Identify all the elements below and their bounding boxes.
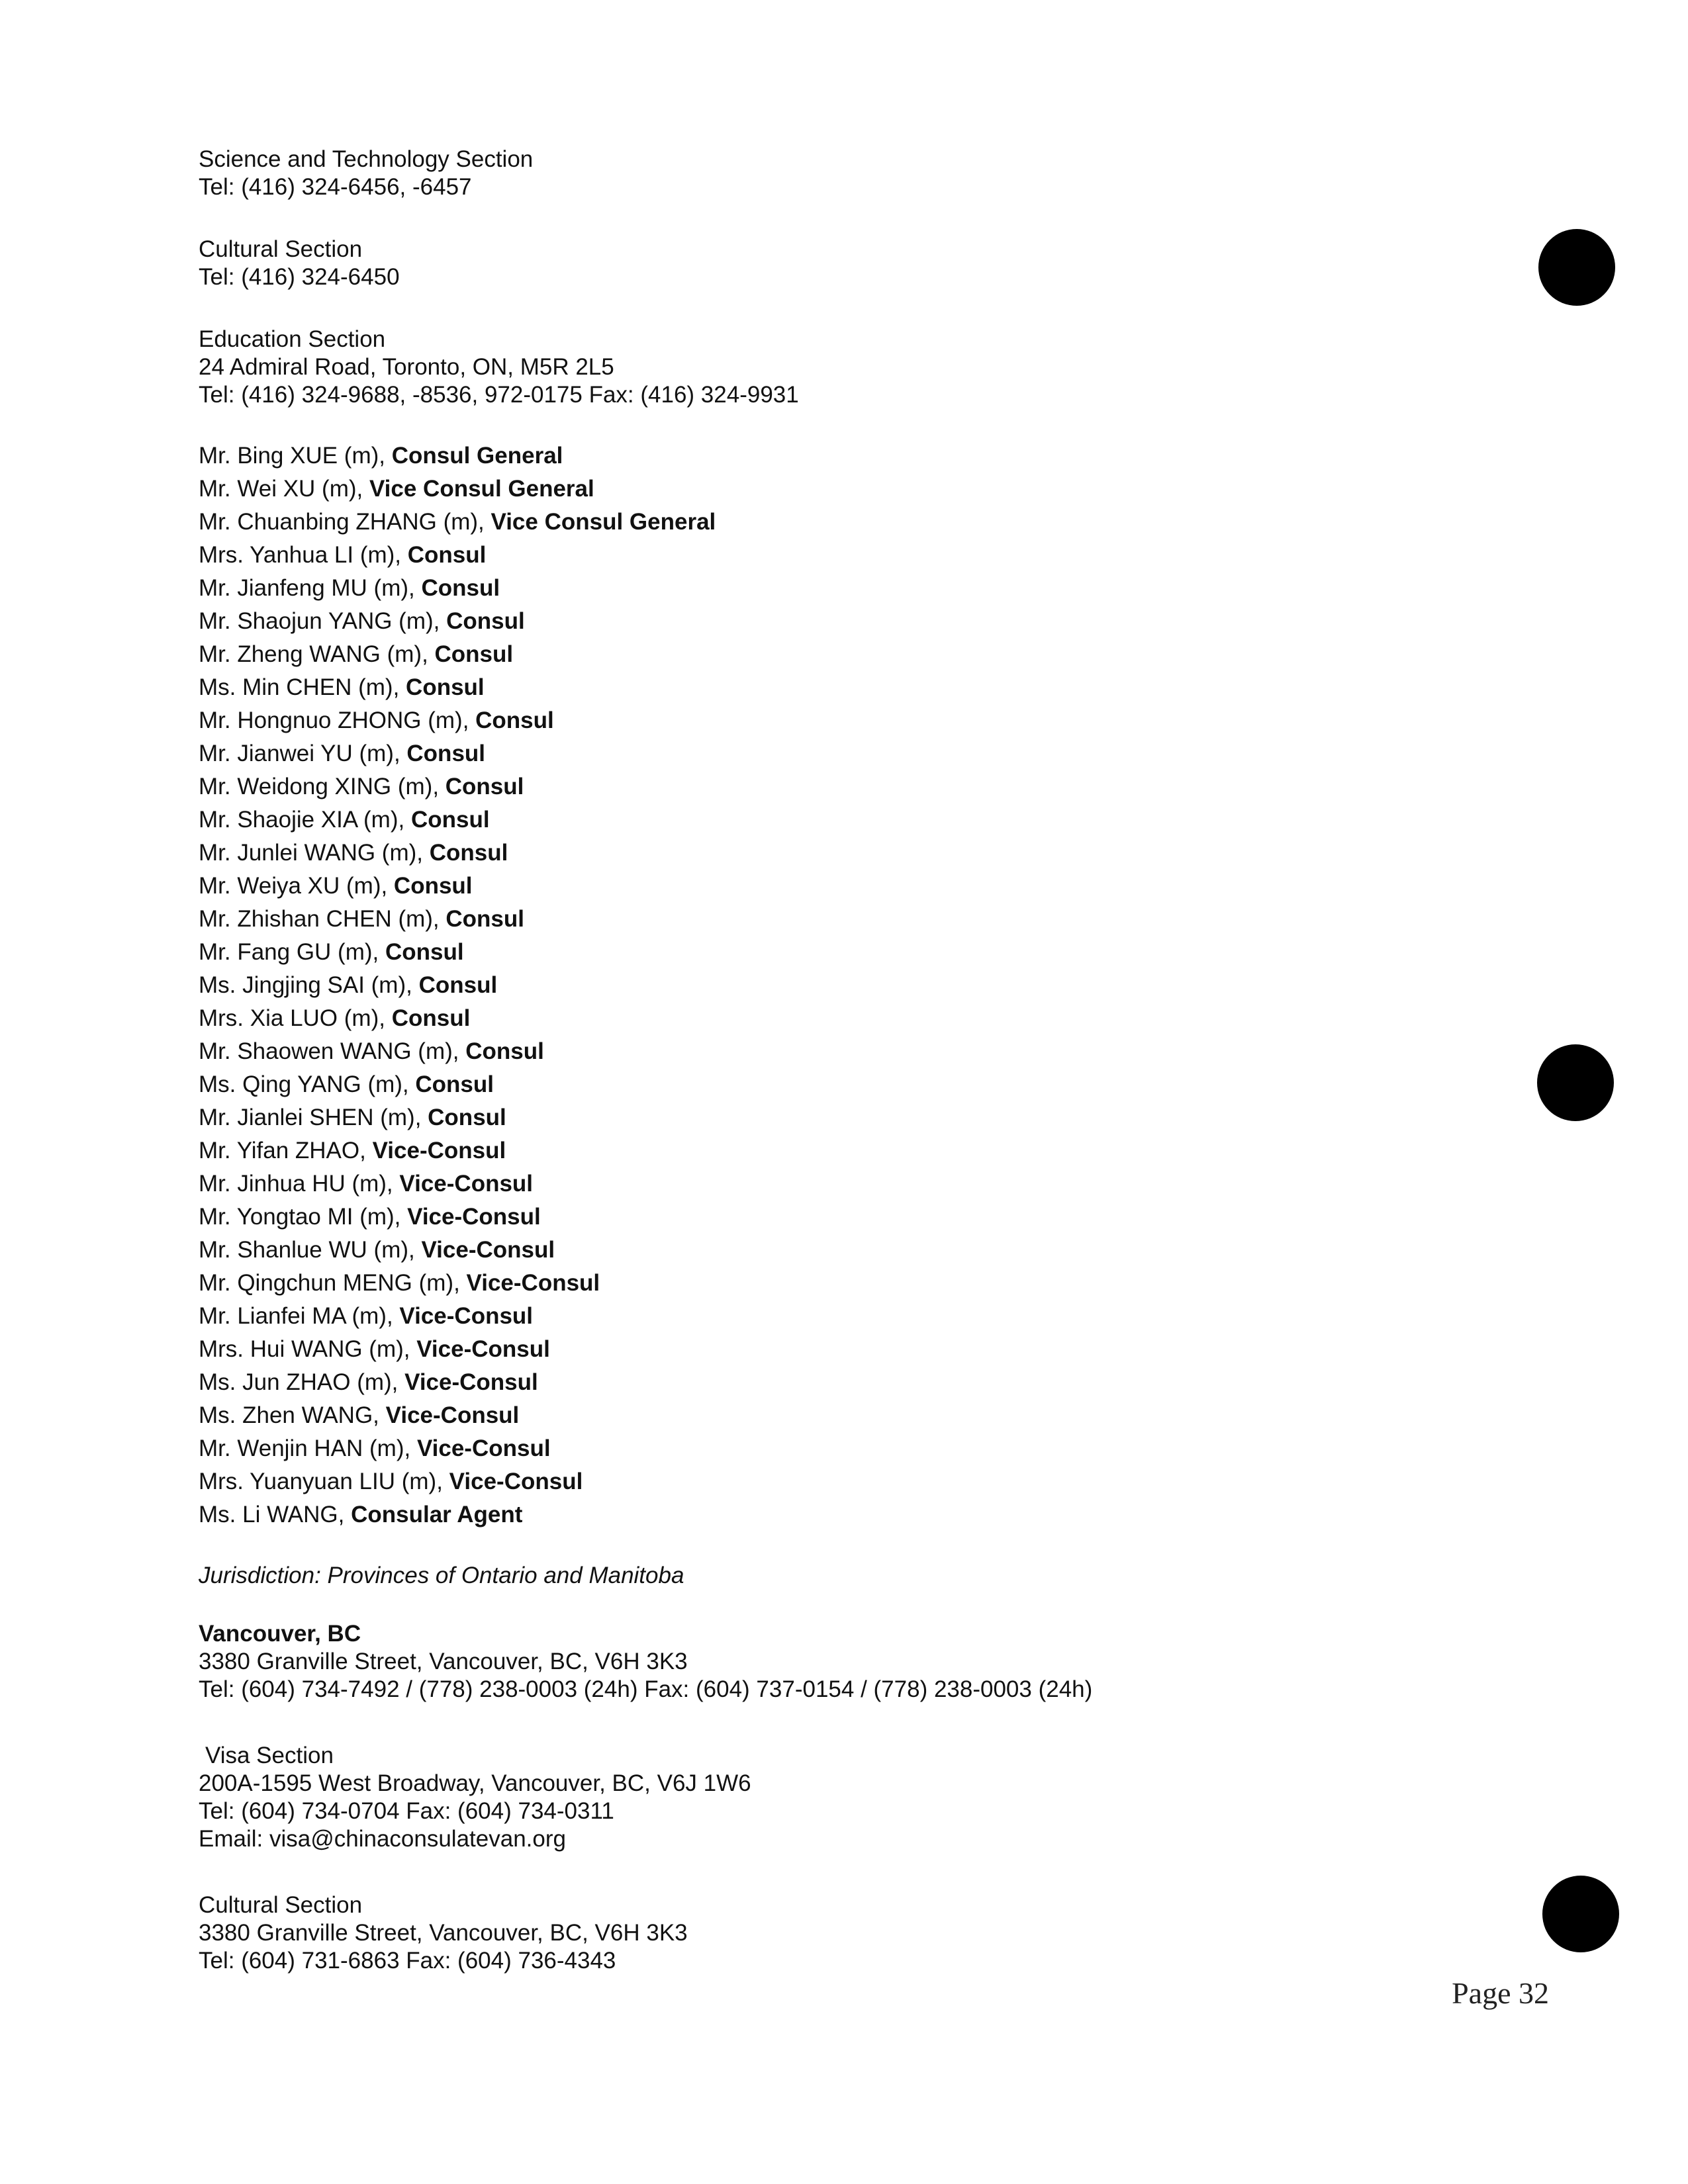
staff-row: [199, 903, 1456, 936]
page-number: Page 32: [1452, 1976, 1549, 2010]
section-line: Tel: (416) 324-6450: [199, 264, 400, 290]
staff-title: Consul: [434, 641, 514, 667]
staff-row: [199, 1035, 1456, 1068]
staff-row: [199, 837, 1456, 870]
staff-title: Vice-Consul: [372, 1138, 506, 1163]
staff-title: Vice-Consul: [421, 1237, 555, 1263]
staff-row: [199, 1333, 1456, 1366]
staff-row: [199, 1134, 1456, 1167]
staff-title: Consul: [475, 707, 554, 733]
staff-name: Mr. Yifan ZHAO,: [199, 1138, 373, 1163]
staff-row: [199, 605, 1456, 638]
section-science-technology: [199, 146, 1456, 201]
binder-hole-bottom: [1542, 1876, 1619, 1952]
phone-line: Tel: (604) 734-0704 Fax: (604) 734-0311: [199, 1798, 614, 1824]
staff-name: Mr. Yongtao MI (m),: [199, 1204, 408, 1230]
staff-row: [199, 1366, 1456, 1399]
section-education: [199, 326, 1456, 409]
staff-name: Mr. Shaojie XIA (m),: [199, 807, 411, 833]
staff-title: Vice-Consul: [449, 1469, 583, 1494]
staff-title: Consul: [465, 1038, 544, 1064]
staff-title: Consul General: [391, 443, 563, 469]
staff-row: [199, 704, 1456, 737]
staff-row: [199, 969, 1456, 1002]
staff-row: [199, 1068, 1456, 1101]
staff-row: [199, 1498, 1456, 1531]
staff-name: Mr. Shanlue WU (m),: [199, 1237, 422, 1263]
staff-name: Ms. Jingjing SAI (m),: [199, 972, 419, 998]
staff-title: Vice-Consul: [404, 1369, 538, 1395]
section-heading: Cultural Section: [199, 1892, 363, 1918]
staff-name: Mr. Zheng WANG (m),: [199, 641, 435, 667]
staff-name: Ms. Li WANG,: [199, 1502, 352, 1527]
section-cultural-vancouver: [199, 1891, 1456, 1975]
staff-title: Consul: [445, 906, 524, 932]
staff-title: Vice-Consul: [385, 1402, 520, 1428]
staff-row: [199, 1234, 1456, 1267]
address-line: 3380 Granville Street, Vancouver, BC, V6H 3K3: [199, 1920, 688, 1946]
staff-title: Consul: [406, 741, 486, 766]
staff-title: Consul: [393, 873, 473, 899]
staff-row: [199, 870, 1456, 903]
staff-title: Vice-Consul: [466, 1270, 600, 1296]
staff-title: Consul: [385, 939, 464, 965]
staff-name: Mrs. Yanhua LI (m),: [199, 542, 408, 568]
staff-row: [199, 803, 1456, 837]
binder-hole-top: [1538, 229, 1615, 306]
staff-name: Mr. Shaowen WANG (m),: [199, 1038, 466, 1064]
section-line: 24 Admiral Road, Toronto, ON, M5R 2L5: [199, 354, 614, 380]
staff-row: [199, 638, 1456, 671]
staff-title: Consul: [415, 1071, 494, 1097]
staff-name: Mr. Jinhua HU (m),: [199, 1171, 400, 1197]
section-heading: Visa Section: [205, 1743, 334, 1768]
staff-row: [199, 506, 1456, 539]
section-cultural-toronto: [199, 236, 1456, 291]
staff-title: Consul: [428, 1105, 506, 1130]
staff-title: Vice Consul General: [491, 509, 716, 535]
staff-row: [199, 1167, 1456, 1201]
staff-title: Consul: [410, 807, 490, 833]
staff-list: [199, 439, 1456, 1531]
staff-title: Consul: [421, 575, 500, 601]
email-line: Email: visa@chinaconsulatevan.org: [199, 1826, 566, 1852]
staff-name: Mr. Qingchun MENG (m),: [199, 1270, 467, 1296]
section-heading: Education Section: [199, 326, 386, 352]
staff-title: Vice-Consul: [399, 1303, 534, 1329]
staff-title: Consul: [445, 774, 524, 799]
staff-row: [199, 737, 1456, 770]
staff-row: [199, 539, 1456, 572]
document-body: [199, 146, 1456, 1975]
section-visa: [199, 1742, 1456, 1853]
staff-name: Mrs. Yuanyuan LIU (m),: [199, 1469, 449, 1494]
staff-title: Consul: [418, 972, 498, 998]
staff-name: Mr. Jianwei YU (m),: [199, 741, 407, 766]
staff-title: Consul: [446, 608, 525, 634]
staff-name: Mr. Chuanbing ZHANG (m),: [199, 509, 491, 535]
address-line: 3380 Granville Street, Vancouver, BC, V6H 3K3: [199, 1649, 688, 1674]
staff-name: Mr. Jianlei SHEN (m),: [199, 1105, 428, 1130]
staff-title: Consular Agent: [351, 1502, 523, 1527]
consulate-title: Vancouver, BC: [199, 1621, 361, 1647]
staff-title: Consul: [407, 542, 487, 568]
staff-name: Mr. Zhishan CHEN (m),: [199, 906, 446, 932]
staff-row: [199, 1101, 1456, 1134]
staff-name: Mr. Fang GU (m),: [199, 939, 385, 965]
section-heading: Cultural Section: [199, 236, 363, 262]
staff-row: [199, 1399, 1456, 1432]
staff-row: [199, 671, 1456, 704]
staff-title: Vice-Consul: [416, 1435, 551, 1461]
staff-row: [199, 439, 1456, 473]
staff-name: Mrs. Hui WANG (m),: [199, 1336, 417, 1362]
staff-row: [199, 1432, 1456, 1465]
staff-row: [199, 572, 1456, 605]
staff-row: [199, 1201, 1456, 1234]
phone-line: Tel: (604) 734-7492 / (778) 238-0003 (24h) Fax: (604) 737-0154 / (778) 238-0003 (24h): [199, 1676, 1093, 1702]
staff-name: Mrs. Xia LUO (m),: [199, 1005, 392, 1031]
staff-name: Mr. Wei XU (m),: [199, 476, 369, 502]
staff-name: Mr. Hongnuo ZHONG (m),: [199, 707, 476, 733]
staff-name: Mr. Lianfei MA (m),: [199, 1303, 400, 1329]
staff-name: Mr. Wenjin HAN (m),: [199, 1435, 417, 1461]
staff-name: Ms. Jun ZHAO (m),: [199, 1369, 405, 1395]
staff-name: Mr. Shaojun YANG (m),: [199, 608, 447, 634]
section-heading: Science and Technology Section: [199, 146, 534, 172]
staff-row: [199, 770, 1456, 803]
staff-row: [199, 1002, 1456, 1035]
staff-title: Vice-Consul: [399, 1171, 534, 1197]
staff-title: Consul: [391, 1005, 471, 1031]
address-line: 200A-1595 West Broadway, Vancouver, BC, V6J 1W6: [199, 1770, 751, 1796]
staff-title: Vice-Consul: [416, 1336, 550, 1362]
staff-title: Consul: [406, 674, 485, 700]
staff-row: [199, 473, 1456, 506]
section-line: Tel: (416) 324-6456, -6457: [199, 174, 472, 200]
staff-row: [199, 936, 1456, 969]
staff-name: Mr. Jianfeng MU (m),: [199, 575, 422, 601]
staff-title: Vice Consul General: [369, 476, 594, 502]
staff-name: Mr. Bing XUE (m),: [199, 443, 392, 469]
staff-title: Consul: [429, 840, 508, 866]
phone-line: Tel: (604) 731-6863 Fax: (604) 736-4343: [199, 1948, 616, 1974]
staff-name: Mr. Junlei WANG (m),: [199, 840, 430, 866]
staff-name: Mr. Weiya XU (m),: [199, 873, 394, 899]
staff-name: Ms. Qing YANG (m),: [199, 1071, 416, 1097]
staff-name: Ms. Min CHEN (m),: [199, 674, 406, 700]
staff-name: Mr. Weidong XING (m),: [199, 774, 445, 799]
staff-name: Ms. Zhen WANG,: [199, 1402, 386, 1428]
binder-hole-middle: [1537, 1044, 1614, 1121]
staff-title: Vice-Consul: [407, 1204, 541, 1230]
section-vancouver: [199, 1620, 1456, 1704]
staff-row: [199, 1267, 1456, 1300]
section-line: Tel: (416) 324-9688, -8536, 972-0175 Fax: (416) 324-9931: [199, 382, 799, 408]
staff-row: [199, 1465, 1456, 1498]
staff-row: [199, 1300, 1456, 1333]
jurisdiction-note: Jurisdiction: Provinces of Ontario and Manitoba: [199, 1563, 684, 1588]
